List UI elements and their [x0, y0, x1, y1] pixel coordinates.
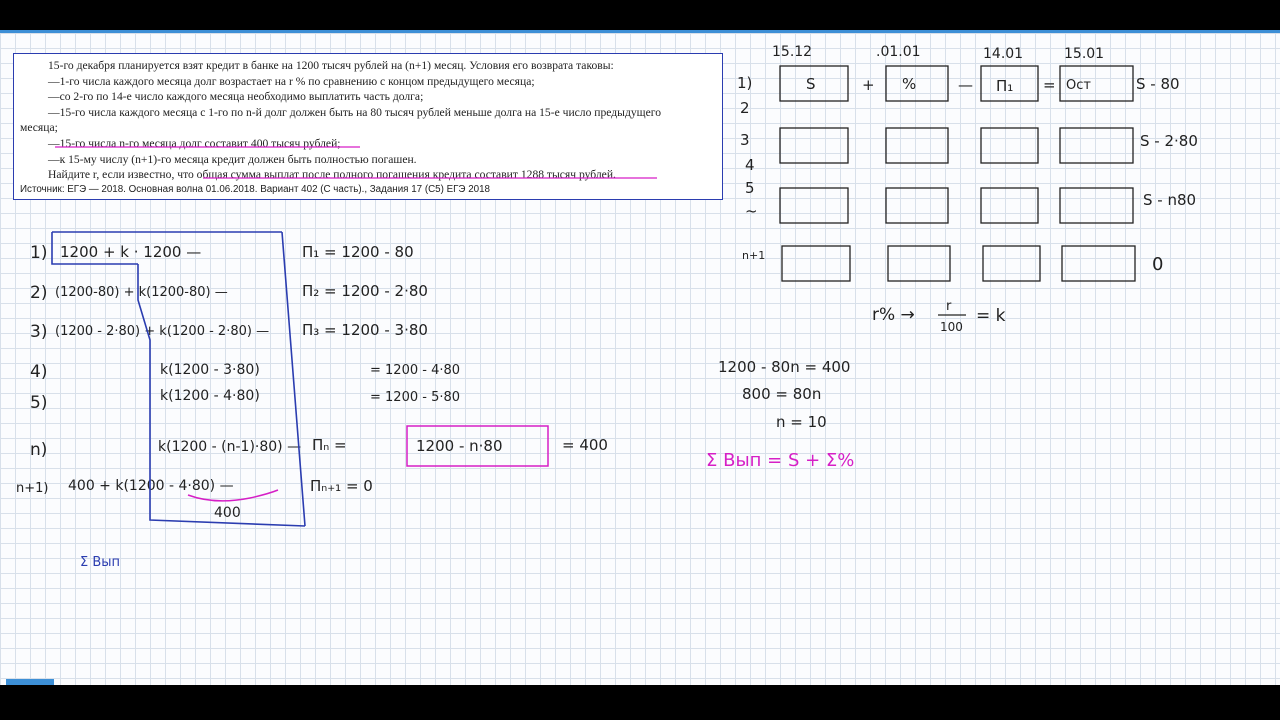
- equation-line: 1200 - 80n = 400: [718, 358, 851, 376]
- table-cell: [981, 188, 1038, 223]
- k-formula-rhs: = k: [976, 306, 1006, 326]
- payment-formula: П₃ = 1200 - 3·80: [302, 321, 428, 339]
- table-row-label: 2: [740, 99, 750, 117]
- handwritten-layer: [0, 33, 1280, 685]
- k-formula-den: 100: [940, 320, 963, 334]
- table-cell: [1060, 188, 1133, 223]
- table-cell: [1062, 246, 1135, 281]
- table-op: =: [1043, 76, 1056, 94]
- table-header: 15.01: [1064, 46, 1105, 62]
- table-cell: [886, 188, 948, 223]
- problem-line-4: —15-го числа каждого месяца с 1-го по n-й долг должен быть на 80 тысяч рублей меньше долга на 15-е число предыдущего: [48, 105, 662, 119]
- left-term: 400 + k(1200 - 4·80) —: [68, 478, 234, 494]
- left-term: (1200-80) + k(1200-80) —: [55, 285, 228, 300]
- left-term: 1200 + k · 1200 —: [60, 243, 202, 261]
- left-term: k(1200 - 4·80): [160, 388, 260, 404]
- boxed-result: = 400: [562, 436, 608, 454]
- left-term: (1200 - 2·80) + k(1200 - 2·80) —: [55, 324, 270, 339]
- problem-line-5: месяца;: [20, 121, 58, 135]
- table-row-result: S - 80: [1136, 75, 1180, 93]
- equation-line: 800 = 80n: [742, 385, 822, 403]
- table-op: —: [958, 76, 973, 94]
- table-cell: [888, 246, 950, 281]
- problem-line-2: —1-го числа каждого месяца долг возрастает на r % по сравнению с концом предыдущего месяца;: [48, 74, 535, 88]
- table-cell-text: П₁: [996, 77, 1014, 95]
- table-header: 14.01: [983, 46, 1024, 62]
- left-row-label: 4): [30, 362, 48, 382]
- payment-formula: П₁ = 1200 - 80: [302, 243, 414, 261]
- table-cell: [983, 246, 1040, 281]
- left-row-label: n+1): [16, 481, 49, 496]
- table-cell: [886, 128, 948, 163]
- left-term: k(1200 - 3·80): [160, 362, 260, 378]
- table-cell: [780, 188, 848, 223]
- problem-line-1: 15-го декабря планируется взят кредит в банке на 1200 тысяч рублей на (n+1) месяц. Условия его возврата таковы:: [48, 59, 614, 72]
- left-term: k(1200 - (n-1)·80) —: [158, 439, 302, 455]
- underbrace-value: 400: [214, 505, 241, 521]
- left-row-label: 2): [30, 283, 48, 303]
- left-row-label: 1): [30, 243, 48, 263]
- table-row-label: 3: [740, 131, 750, 149]
- problem-line-8: Найдите r, если известно, что общая сумма выплат после полного погашения кредита составит 1288 тысяч рублей.: [48, 168, 616, 182]
- k-formula-num: r: [946, 299, 952, 314]
- equation-line: n = 10: [776, 413, 827, 431]
- left-row-label: 3): [30, 322, 48, 342]
- payment-formula: П₂ = 1200 - 2·80: [302, 282, 428, 300]
- problem-source: Источник: ЕГЭ — 2018. Основная волна 01.06.2018. Вариант 402 (С часть)., Задания 17 (С5) ЕГЭ 2018: [20, 183, 490, 195]
- table-cell: [981, 128, 1038, 163]
- left-row-label: 5): [30, 393, 48, 413]
- table-header: .01.01: [876, 44, 921, 60]
- payment-formula: Пₙ =: [312, 436, 347, 454]
- table-row-label: 5: [745, 179, 755, 197]
- sum-note: Σ Вып: [80, 555, 121, 570]
- problem-line-7: —к 15-му числу (n+1)-го месяца кредит должен быть полностью погашен.: [48, 152, 417, 166]
- payment-formula: Пₙ₊₁ = 0: [310, 477, 373, 495]
- table-cell: [780, 128, 848, 163]
- payment-formula: = 1200 - 4·80: [370, 363, 461, 378]
- table-row-result: S - 2·80: [1140, 132, 1198, 150]
- top-black-bar: [0, 0, 1280, 33]
- boxed-formula: 1200 - n·80: [416, 437, 503, 455]
- table-row-result: S - n80: [1143, 191, 1197, 209]
- table-row-result: 0: [1152, 254, 1164, 275]
- table-cell: [886, 66, 948, 101]
- whiteboard-canvas[interactable]: [0, 33, 1280, 685]
- table-row-label: 1): [737, 74, 753, 92]
- table-row-label: ~: [745, 202, 758, 220]
- table-cell-text: Ост: [1066, 78, 1091, 93]
- bottom-black-bar: [0, 685, 1280, 720]
- table-cell: [1060, 128, 1133, 163]
- k-formula-lhs: r% →: [872, 305, 915, 325]
- table-cell: [782, 246, 850, 281]
- table-op: +: [862, 76, 875, 94]
- problem-line-3: —со 2-го по 14-е число каждого месяца необходимо выплатить часть долга;: [48, 90, 424, 104]
- sum-formula: Σ Вып = S + Σ%: [706, 450, 855, 471]
- table-row-label: 4: [745, 156, 755, 174]
- left-row-label: n): [30, 440, 48, 460]
- payment-formula: = 1200 - 5·80: [370, 390, 461, 405]
- table-cell-text: S: [806, 75, 816, 93]
- video-progress-indicator[interactable]: [6, 679, 54, 685]
- table-header: 15.12: [772, 44, 813, 60]
- table-row-label: n+1: [742, 249, 766, 262]
- table-cell-text: %: [902, 75, 917, 93]
- problem-line-6: —15-го числа n-го месяца долг составит 400 тысяч рублей;: [48, 136, 341, 150]
